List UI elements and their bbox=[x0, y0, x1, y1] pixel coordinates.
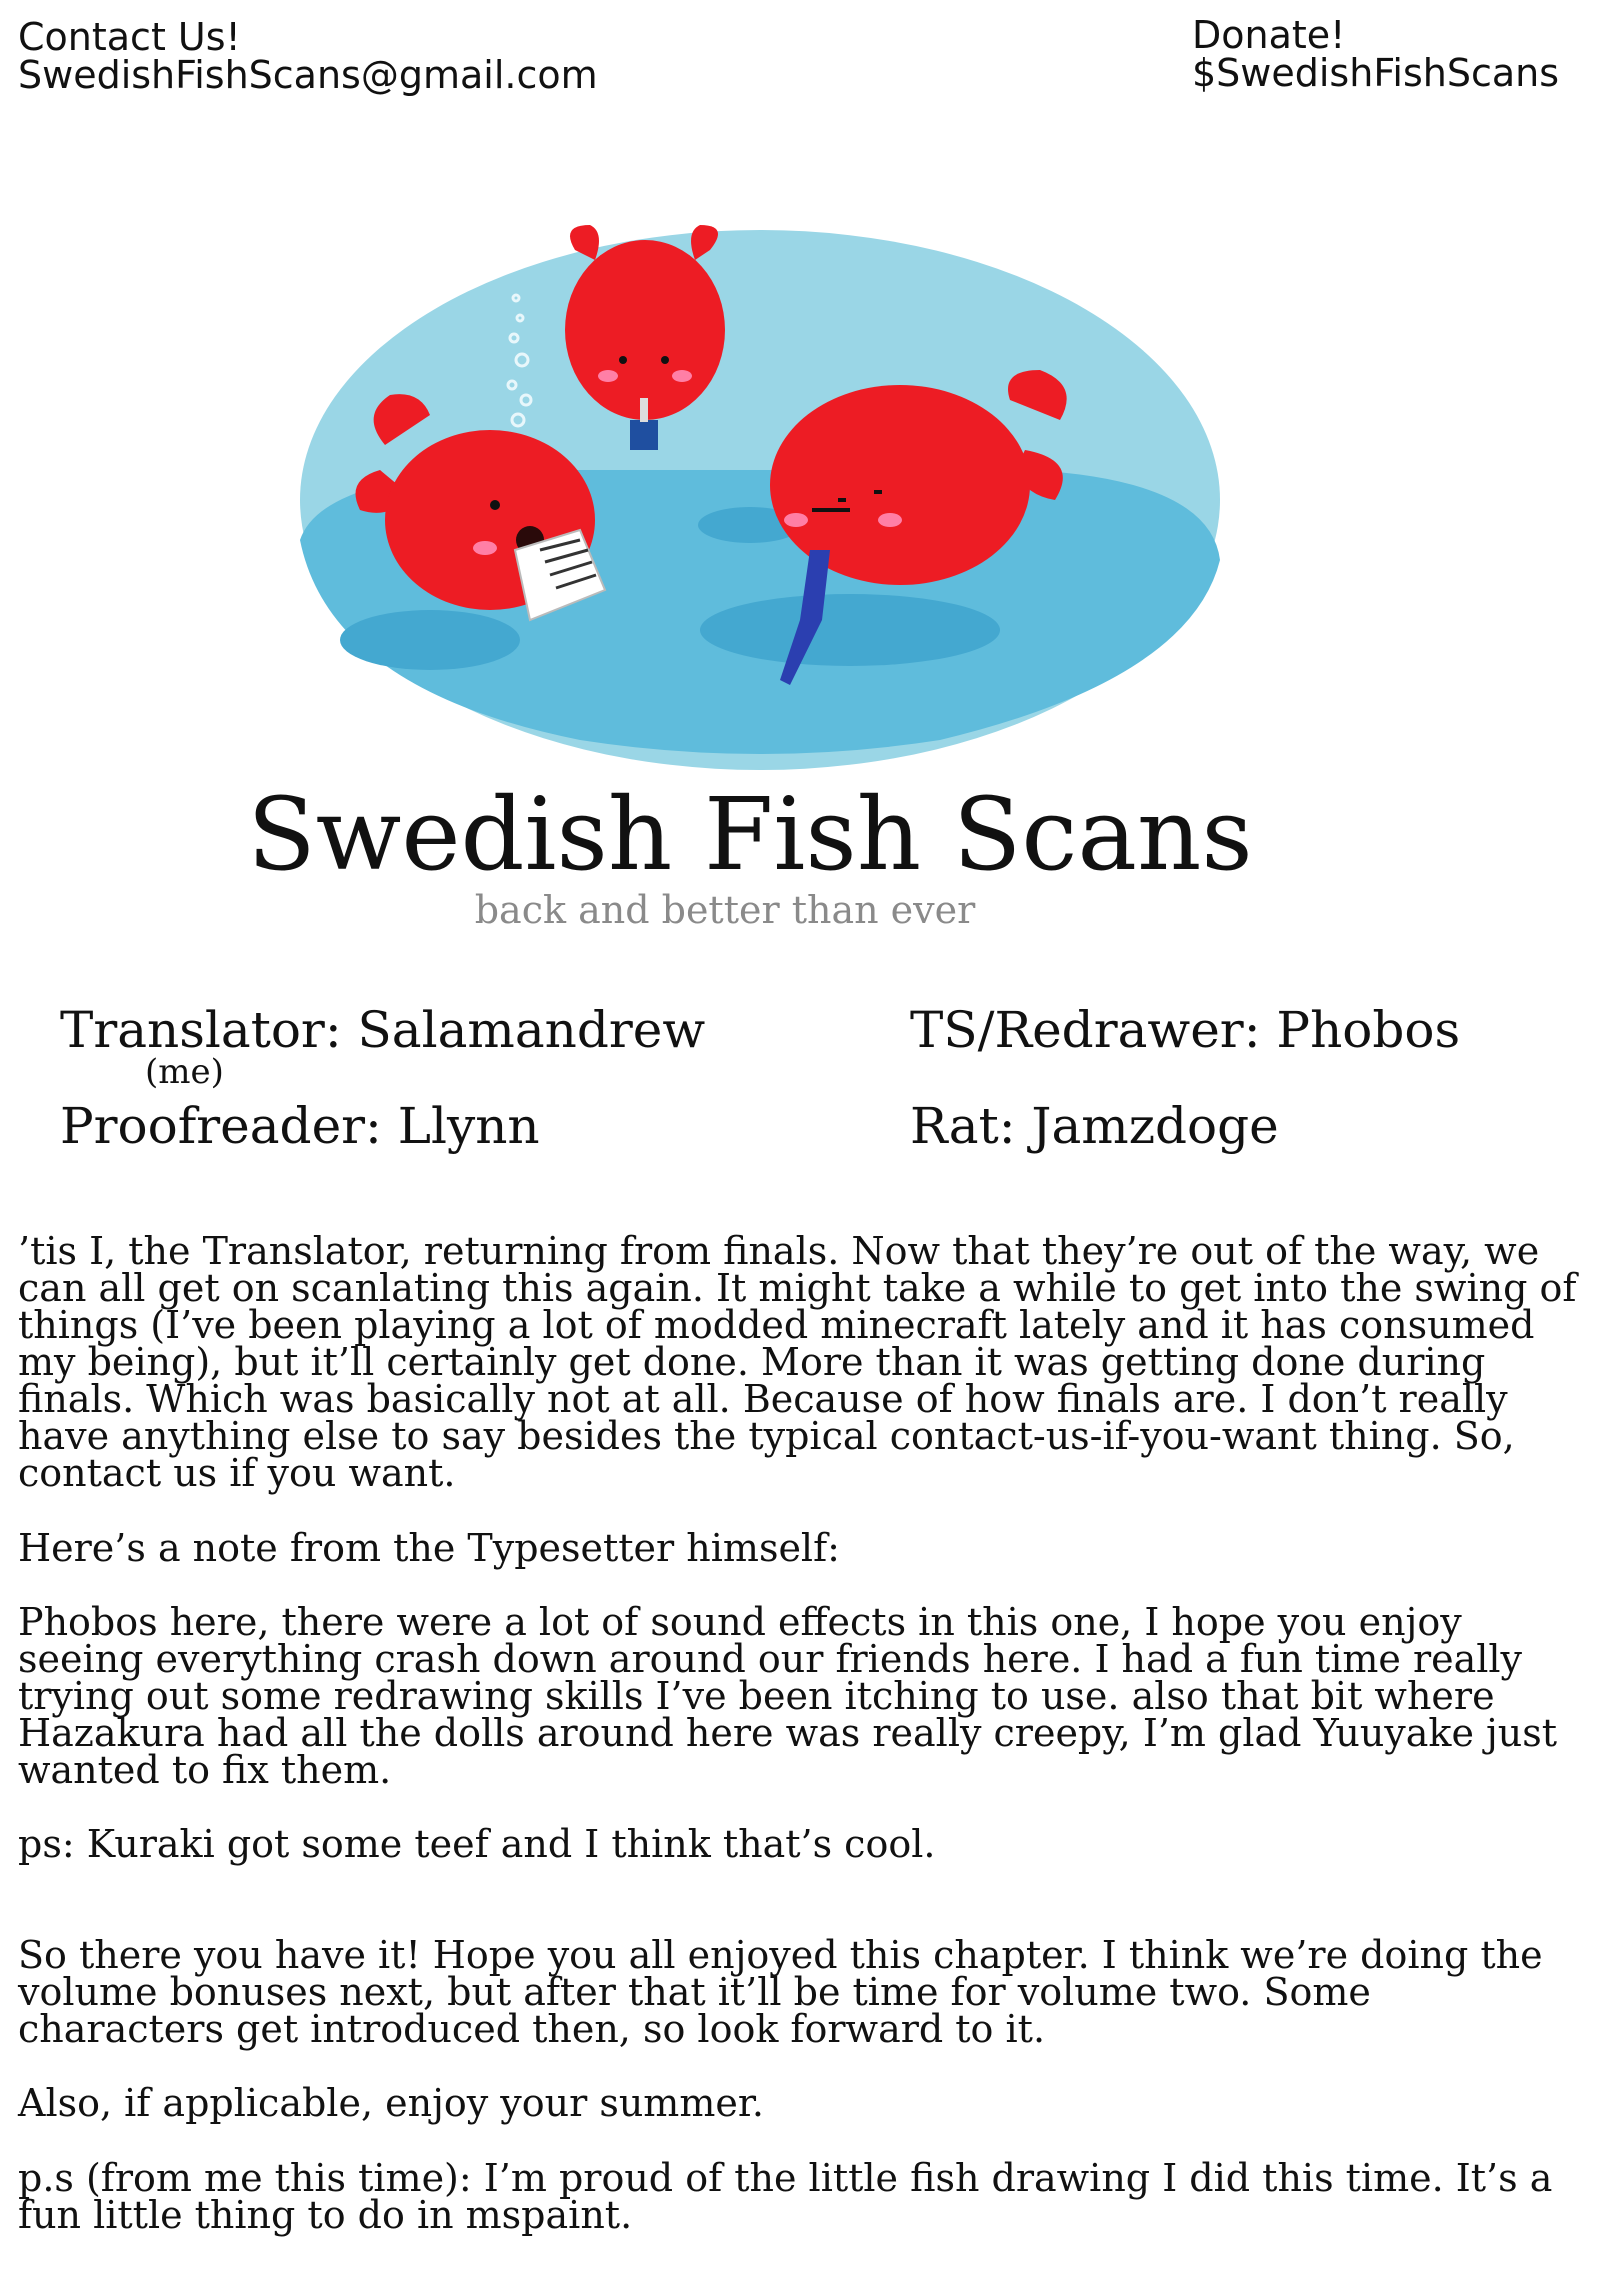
donate-label: Donate! bbox=[1192, 13, 1346, 57]
note-paragraph-intro: Here’s a note from the Typesetter himself: bbox=[18, 1526, 840, 1570]
note-paragraph-typesetter: Phobos here, there were a lot of sound effects in this one, I hope you enjoy seeing everything crash down around our friends here. I had a fun time really trying out some redrawing skills I’ve been itching to use. also that bit where Hazakura had all the dolls around here was really creepy, I’m glad Yuuyake just wanted to fix them. bbox=[18, 1600, 1558, 1792]
fish-bowl-logo bbox=[290, 220, 1230, 780]
fish-right-blush bbox=[878, 513, 902, 527]
note-paragraph-postscript: p.s (from me this time): I’m proud of the little fish drawing I did this time. It’s a fun little thing to do in mspaint. bbox=[18, 2156, 1553, 2237]
brand-title: Swedish Fish Scans bbox=[247, 776, 1253, 893]
cup-icon bbox=[630, 420, 658, 450]
credit-typesetter: TS/Redrawer: Phobos bbox=[910, 1001, 1461, 1059]
fish-left-eye bbox=[490, 500, 500, 510]
fish-right-blush bbox=[784, 513, 808, 527]
fish-middle-eye bbox=[619, 356, 627, 364]
note-paragraph-ps: ps: Kuraki got some teef and I think that’s cool. bbox=[18, 1822, 936, 1866]
donate-handle[interactable]: $SwedishFishScans bbox=[1192, 51, 1560, 95]
note-paragraph-translator: ’tis I, the Translator, returning from finals. Now that they’re out of the way, we can all get on scanlating this again. It might take a while to get into the swing of things (I’ve been playing a lot of modded minecraft lately and it has consumed my being), but it’ll certainly get done. More than it was getting done during finals. Which was basically not at all. Because of how finals are. I don’t really have anything else to say besides the typical contact-us-if-you-want thing. So, contact us if you want. bbox=[18, 1229, 1577, 1495]
credit-proofreader: Proofreader: Llynn bbox=[60, 1097, 540, 1155]
fish-shadow-right bbox=[700, 594, 1000, 666]
fish-shadow-left bbox=[340, 610, 520, 670]
note-paragraph-summer: Also, if applicable, enjoy your summer. bbox=[18, 2081, 764, 2125]
fish-right-body bbox=[770, 385, 1030, 585]
credit-translator-note: (me) bbox=[145, 1052, 224, 1092]
fish-middle-blush bbox=[598, 370, 618, 382]
fish-middle-body bbox=[565, 240, 725, 420]
fish-middle-blush bbox=[672, 370, 692, 382]
note-paragraph-closing: So there you have it! Hope you all enjoyed this chapter. I think we’re doing the volume bonuses next, but after that it’ll be time for volume two. Some characters get introduced then, so look forward to it. bbox=[18, 1933, 1543, 2051]
contact-email[interactable]: SwedishFishScans@gmail.com bbox=[18, 53, 598, 97]
fish-left-blush bbox=[473, 541, 497, 555]
contact-label: Contact Us! bbox=[18, 15, 241, 59]
credit-rat: Rat: Jamzdoge bbox=[910, 1097, 1279, 1155]
credit-translator: Translator: Salamandrew bbox=[60, 1001, 706, 1059]
cup-straw-icon bbox=[640, 398, 648, 422]
fish-middle-eye bbox=[661, 356, 669, 364]
brand-tagline: back and better than ever bbox=[474, 888, 976, 932]
